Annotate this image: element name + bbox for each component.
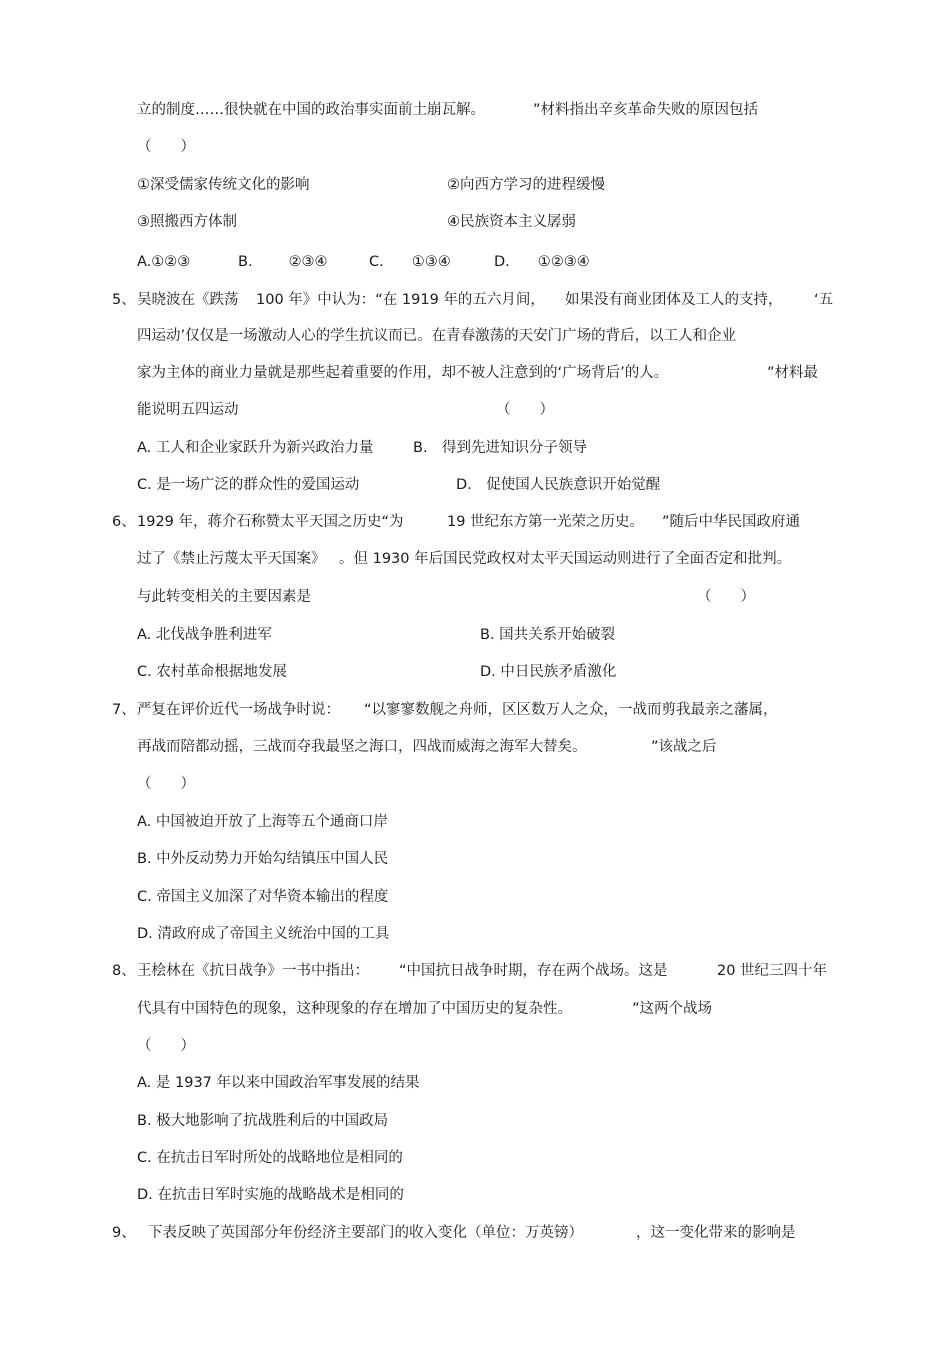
q6-line-2b: 。但 1930 年后国民党政权对太平天国运动则进行了全面否定和批判。 [339,551,792,567]
q5-number: 5、 [112,292,136,308]
q4-option-1: ①深受儒家传统文化的影响 [137,177,310,193]
q7-answer-paren: （ ） [137,776,195,792]
q5-option-c: C. 是一场广泛的群众性的爱国运动 [137,477,360,493]
q8-line-1c: 20 世纪三四十年 [717,963,828,979]
q7-line-2a: 再战而陪都动摇，三战而夺我最坚之海口，四战而威海之海军大替矣。 [137,739,587,755]
q5-option-d: D. 促使国人民族意识开始觉醒 [456,477,661,493]
q4-text-line [137,100,485,120]
q8-line-2b: ”这两个战场 [632,1001,713,1017]
q4-option-2: ②向西方学习的进程缓慢 [447,177,605,193]
q6-line-2a: 过了《禁止污蔑太平天国案》 [137,551,326,567]
q9-number: 9、 [112,1225,136,1241]
q4-choice-c: C. ①③④ [369,254,451,270]
q4-text-line-end [533,100,758,120]
q7-option-a: A. 中国被迫开放了上海等五个通商口岸 [137,814,388,830]
q8-option-d: D. 在抗击日军时实施的战略战术是相同的 [137,1187,404,1203]
q6-line-1c: ”随后中华民国政府通 [662,514,801,530]
q5-line-1c: 如果没有商业团体及工人的支持， [565,292,783,308]
q8-line-1a: 王桧林在《抗日战争》一书中指出： [137,963,369,979]
q6-number: 6、 [112,514,136,530]
q6-line-1b: 19 世纪东方第一光荣之历史。 [447,514,645,530]
q5-line-4a: 能说明五四运动 [137,402,239,418]
q4-choice-a: A.①②③ [137,254,191,270]
q7-number: 7、 [112,702,136,718]
q8-option-c: C. 在抗击日军时所处的战略地位是相同的 [137,1150,403,1166]
q7-line-1b: “以寥寥数舰之舟师，区区数万人之众，一战而剪我最亲之藩属， [364,702,778,718]
q7-line-2b: ”该战之后 [651,739,717,755]
q6-line-1a: 1929 年，蒋介石称赞太平天国之历史“为 [137,514,404,530]
q7-option-b: B. 中外反动势力开始勾结镇压中国人民 [137,851,389,867]
q4-choice-b: B. ②③④ [238,254,328,270]
q4-tail-a: 立的制度……很快就在中国的政治事实面前土崩瓦解。 [137,102,485,118]
q8-option-b: B. 极大地影响了抗战胜利后的中国政局 [137,1113,389,1129]
q8-number: 8、 [112,963,136,979]
q6-option-a: A. 北伐战争胜利进军 [137,627,272,643]
q8-option-a: A. 是 1937 年以来中国政治军事发展的结果 [137,1075,420,1091]
q4-option-3: ③照搬西方体制 [137,214,237,230]
q6-option-b: B. 国共关系开始破裂 [480,627,616,643]
q6-line-3a: 与此转变相关的主要因素是 [137,589,311,605]
q6-option-c: C. 农村革命根据地发展 [137,664,287,680]
q5-option-b: B. 得到先进知识分子领导 [413,440,588,456]
q4-option-4: ④民族资本主义孱弱 [447,214,576,230]
q5-line-1b: 100 年》中认为：“在 1919 年的五六月间， [256,292,545,308]
q8-line-1b: “中国抗日战争时期，存在两个战场。这是 [399,963,668,979]
q6-option-d: D. 中日民族矛盾激化 [480,664,617,680]
q7-line-1a: 严复在评价近代一场战争时说： [137,702,340,718]
q4-tail-b: ”材料指出辛亥革命失败的原因包括 [533,102,759,118]
q5-line-3a: 家为主体的商业力量就是那些起着重要的作用，却不被人注意到的‘广场背后’的人。 [137,365,669,381]
q9-line-1a: 下表反映了英国部分年份经济主要部门的收入变化（单位：万英镑） [148,1225,583,1241]
q8-answer-paren: （ ） [137,1038,195,1054]
q8-line-2a: 代具有中国特色的现象，这种现象的存在增加了中国历史的复杂性。 [137,1001,572,1017]
q5-option-a: A. 工人和企业家跃升为新兴政治力量 [137,440,374,456]
q5-line-3b: ”材料最 [767,365,819,381]
q7-option-c: C. 帝国主义加深了对华资本输出的程度 [137,889,389,905]
q7-option-d: D. 清政府成了帝国主义统治中国的工具 [137,926,390,942]
q4-choice-d: D. ①②③④ [494,254,590,270]
q4-answer-paren: （ ） [137,139,195,155]
q5-line-1a: 吴晓波在《跌荡 [137,292,239,308]
q9-line-1b: ，这一变化带来的影响是 [636,1225,796,1241]
q6-answer-paren: （ ） [697,589,755,605]
q5-line-1d: ‘五 [814,292,834,308]
q5-answer-paren: （ ） [496,402,554,418]
q5-line-2: 四运动’仅仅是一场激动人心的学生抗议而已。在青春激荡的天安门广场的背后，以工人和企业 [137,328,737,344]
